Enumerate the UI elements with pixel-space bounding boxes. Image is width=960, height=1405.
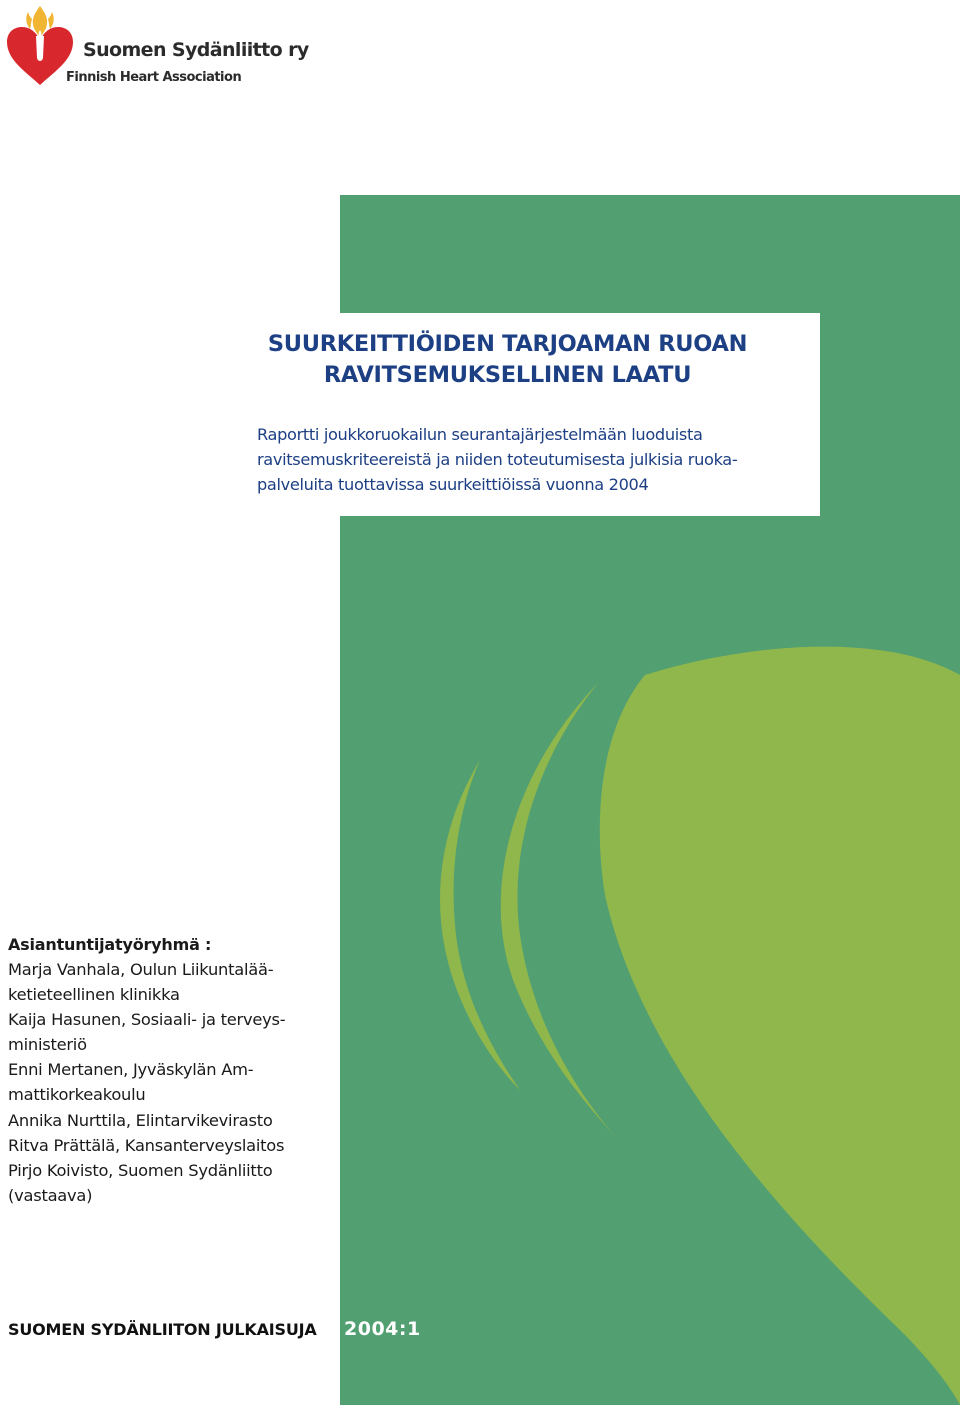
expert-line: ketieteellinen klinikka (8, 985, 180, 1005)
series-number: 2004:1 (344, 1318, 421, 1340)
title-line-1: SUURKEITTIÖIDEN TARJOAMAN RUOAN (267, 331, 748, 357)
logo-name: Suomen Sydänliitto ry (83, 39, 309, 61)
expert-line: ministeriö (8, 1035, 87, 1055)
series-number-badge (341, 1317, 431, 1343)
expert-group-heading: Asiantuntijatyöryhmä : (8, 935, 212, 954)
expert-line: Marja Vanhala, Oulun Liikuntalää- (8, 960, 274, 979)
subtitle-line-1: Raportti joukkoruokailun seurantajärjestelmään luoduista (257, 425, 703, 444)
expert-line: Enni Mertanen, Jyväskylän Am- (8, 1060, 254, 1080)
series-label: SUOMEN SYDÄNLIITON JULKAISUJA (8, 1320, 317, 1339)
page-title (235, 329, 780, 391)
expert-line: Pirjo Koivisto, Suomen Sydänliitto (8, 1160, 273, 1180)
expert-line: Kaija Hasunen, Sosiaali- ja terveys- (8, 1010, 286, 1030)
subtitle-line-2: ravitsemuskriteereistä ja niiden toteutumisesta julkisia ruoka- (257, 450, 738, 469)
expert-line: (vastaava) (8, 1185, 93, 1205)
series-label-row (8, 1318, 421, 1340)
expert-line: Annika Nurttila, Elintarvikevirasto (8, 1110, 273, 1130)
logo (4, 2, 309, 92)
expert-line: Ritva Prättälä, Kansanterveyslaitos (8, 1135, 285, 1155)
logo-subtitle: Finnish Heart Association (66, 70, 242, 85)
leaf-stroke-middle (501, 683, 618, 1140)
report-subtitle (257, 422, 817, 497)
subtitle-line-3: palveluita tuottavissa suurkeittiöissä vuonna 2004 (257, 475, 649, 494)
heart-lobe-shape (600, 647, 960, 1405)
expert-line: mattikorkeakoulu (8, 1085, 146, 1105)
title-line-2: RAVITSEMUKSELLINEN LAATU (323, 362, 692, 388)
expert-group (8, 933, 338, 1208)
title-box (235, 313, 820, 516)
